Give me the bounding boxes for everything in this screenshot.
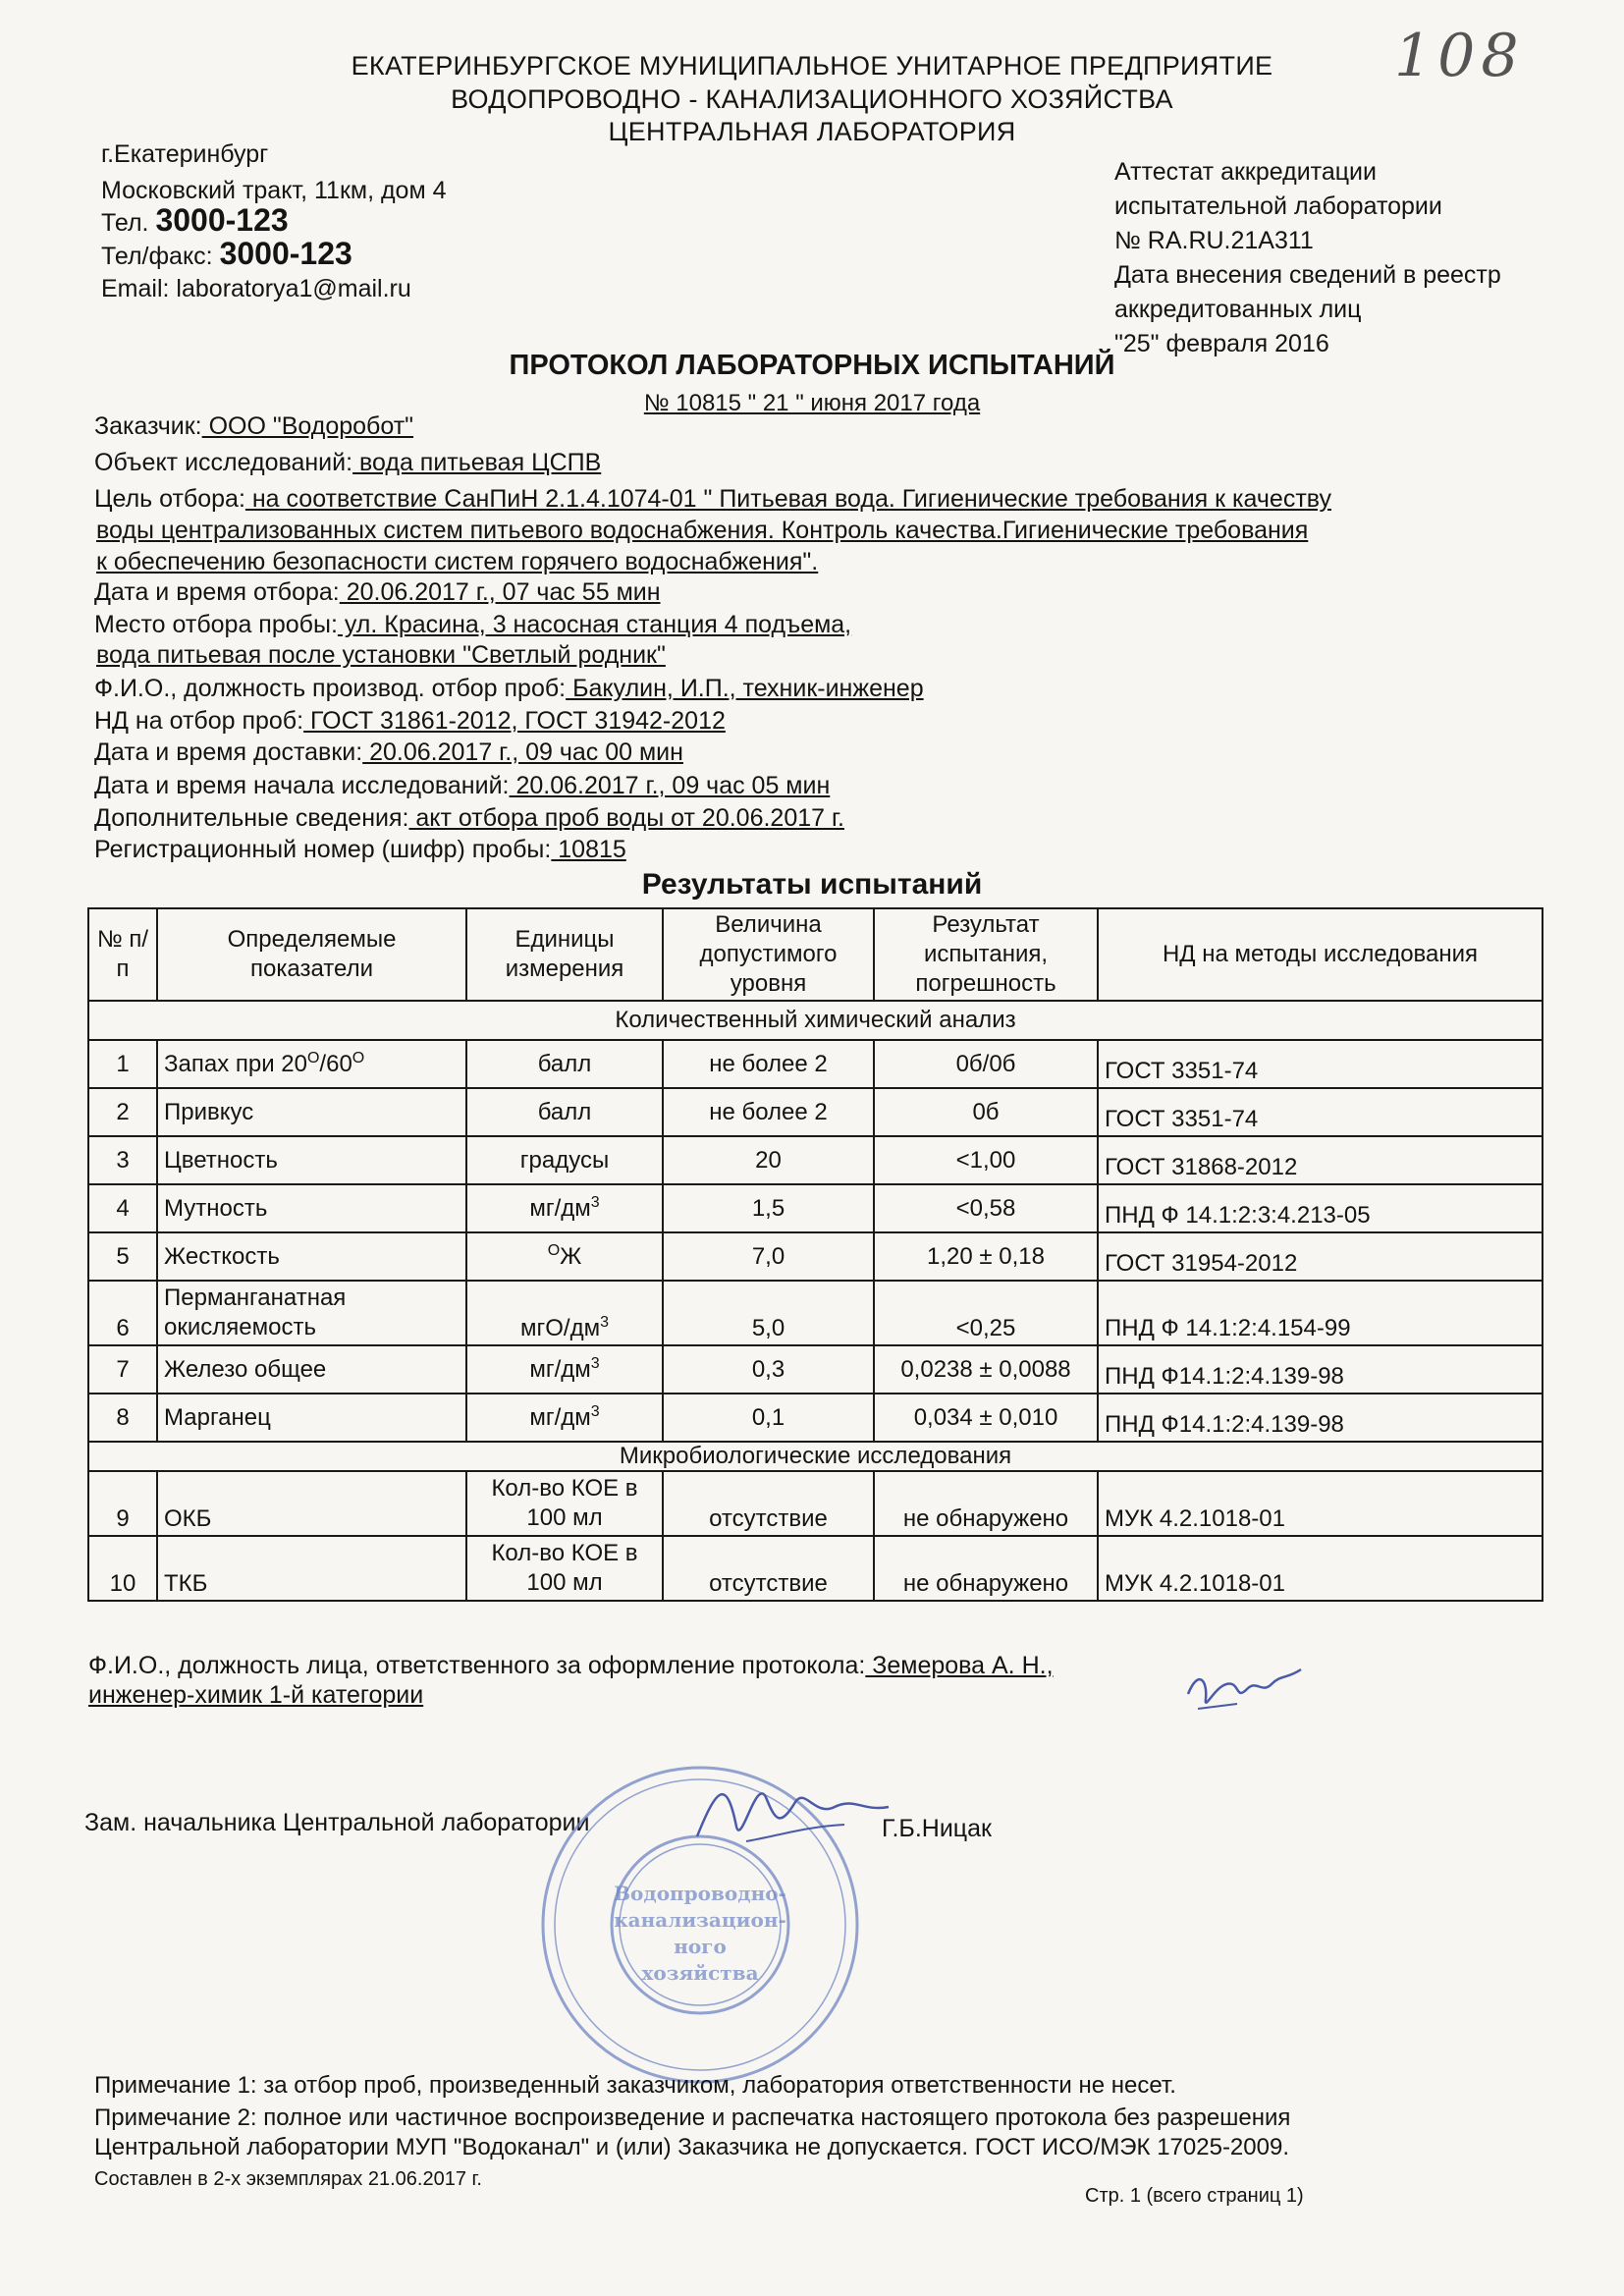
unit-sup: 3 [600,1314,609,1331]
responsible-signature [1178,1660,1306,1719]
handwritten-page-number: 108 [1394,22,1525,90]
responsible-line [88,1652,1054,1680]
unit-sup: 3 [590,1403,600,1420]
approval-name: Г.Б.Ницак [882,1815,992,1842]
section-chem: Количественный химический анализ [88,1001,1543,1040]
address-phone [101,202,289,239]
row-param: Привкус [157,1088,466,1136]
row-unit: балл [466,1040,663,1088]
extra-label: Дополнительные сведения: [94,804,409,832]
unit-sup: 3 [590,1355,600,1372]
field-extra [94,804,844,833]
object-label: Объект исследований: [94,449,353,476]
table-row [88,1232,1543,1281]
row-num: 6 [88,1281,157,1345]
unit-text: мг/дм [529,1404,591,1431]
header-result: Результат испытания, погрешность [874,908,1098,1001]
param-sup: О [306,1050,320,1066]
row-unit [466,1394,663,1442]
row-limit: отсутствие [663,1536,874,1601]
note-2-line1: Примечание 2: полное или частичное воспроизведение и распечатка настоящего протокола без разрешения [94,2105,1291,2131]
table-row [88,1281,1543,1345]
accreditation-line3: № RA.RU.21A311 [1114,227,1314,254]
row-result: 0,034 ± 0,010 [874,1394,1098,1442]
address-email [101,275,411,303]
table-row [88,1088,1543,1136]
row-num: 1 [88,1040,157,1088]
unit-text-1: Кол-во КОЕ в [491,1475,638,1502]
fax-number: 3000-123 [219,236,352,271]
header-unit: Единицы измерения [466,908,663,1001]
row-limit: 0,3 [663,1345,874,1394]
table-row [88,1394,1543,1442]
row-method: МУК 4.2.1018-01 [1098,1536,1543,1601]
row-num: 2 [88,1088,157,1136]
stamp-text-1: Водопроводно- [614,1882,786,1905]
person-label: Ф.И.О., должность производ. отбор проб: [94,675,567,702]
accreditation-line1: Аттестат аккредитации [1114,158,1377,186]
reg-label: Регистрационный номер (шифр) пробы: [94,836,552,863]
unit-sup: 3 [590,1194,600,1211]
purpose-label: Цель отбора: [94,485,245,513]
fax-label: Тел/факс: [101,243,213,270]
row-limit: 7,0 [663,1232,874,1281]
address-fax [101,236,352,272]
header-param: Определяемые показатели [157,908,466,1001]
start-label: Дата и время начала исследований: [94,772,510,799]
delivery-value: 20.06.2017 г., 09 час 00 мин [362,738,683,766]
object-value: вода питьевая ЦСПВ [352,449,602,476]
param-text-1: Перманганатная [164,1285,347,1311]
accreditation-line4: Дата внесения сведений в реестр [1114,261,1501,289]
row-num: 5 [88,1232,157,1281]
stamp-text-4: хозяйства [641,1961,759,1985]
copies-note: Составлен в 2-х экземплярах 21.06.2017 г. [94,2168,482,2190]
row-num: 8 [88,1394,157,1442]
protocol-title: ПРОТОКОЛ ЛАБОРАТОРНЫХ ИСПЫТАНИЙ [509,350,1115,381]
address-city: г.Екатеринбург [101,140,269,168]
param-sup: О [352,1050,365,1066]
row-method: ПНД Ф14.1:2:4.139-98 [1098,1345,1543,1394]
field-person [94,675,924,703]
row-method: ГОСТ 3351-74 [1098,1088,1543,1136]
responsible-label: Ф.И.О., должность лица, ответственного за оформление протокола: [88,1652,866,1679]
purpose-value-2: воды централизованных систем питьевого водоснабжения. Контроль качества.Гигиенические требования [96,517,1309,544]
stamp-text-2: канализацион- [614,1908,786,1932]
place-label: Место отбора пробы: [94,611,338,638]
field-object [94,449,601,477]
approval-label: Зам. начальника Центральной лаборатории [84,1809,590,1836]
row-limit: не более 2 [663,1088,874,1136]
header-limit: Величина допустимого уровня [663,908,874,1001]
approval-signature [687,1768,893,1866]
purpose-value-3: к обеспечению безопасности систем горячего водоснабжения". [96,548,819,575]
unit-text: мг/дм [529,1356,591,1383]
row-unit [466,1184,663,1232]
table-row [88,1040,1543,1088]
results-title: Результаты испытаний [641,868,983,901]
row-result: 0б/0б [874,1040,1098,1088]
param-text: Запах при 20 [164,1051,307,1077]
row-limit: отсутствие [663,1471,874,1536]
results-table [87,907,1543,1602]
row-result: 0,0238 ± 0,0088 [874,1345,1098,1394]
row-unit [466,1345,663,1394]
address-street: Московский тракт, 11км, дом 4 [101,177,447,204]
param-text-mid: /60 [319,1051,352,1077]
phone-label: Тел. [101,209,149,237]
results-header-row [88,908,1543,1001]
phone-number: 3000-123 [155,202,289,238]
row-num: 7 [88,1345,157,1394]
row-method: ПНД Ф14.1:2:4.139-98 [1098,1394,1543,1442]
row-param [157,1281,466,1345]
row-result: не обнаружено [874,1536,1098,1601]
row-result: 0б [874,1088,1098,1136]
customer-value: ООО "Водоробот" [201,412,414,440]
extra-value: акт отбора проб воды от 20.06.2017 г. [408,804,844,832]
unit-text-2: 100 мл [526,1569,603,1596]
row-limit: 1,5 [663,1184,874,1232]
responsible-position: инженер-химик 1-й категории [88,1681,424,1709]
row-unit: балл [466,1088,663,1136]
row-method: МУК 4.2.1018-01 [1098,1471,1543,1536]
sampling-label: Дата и время отбора: [94,578,340,606]
row-result: <0,58 [874,1184,1098,1232]
customer-label: Заказчик: [94,412,202,440]
field-customer [94,412,413,441]
table-row [88,1136,1543,1184]
row-param: Железо общее [157,1345,466,1394]
protocol-number-text: № 10815 " 21 " июня 2017 года [643,390,981,416]
row-param: Марганец [157,1394,466,1442]
param-text-2: окисляемость [164,1314,316,1340]
org-name-line2: ВОДОПРОВОДНО - КАНАЛИЗАЦИОННОГО ХОЗЯЙСТВА [451,84,1173,114]
row-param [157,1040,466,1088]
row-unit [466,1471,663,1536]
row-method: ГОСТ 3351-74 [1098,1040,1543,1088]
row-result: 1,20 ± 0,18 [874,1232,1098,1281]
field-delivery [94,738,683,767]
row-method: ПНД Ф 14.1:2:4.154-99 [1098,1281,1543,1345]
start-value: 20.06.2017 г., 09 час 05 мин [509,772,831,799]
org-name-line3: ЦЕНТРАЛЬНАЯ ЛАБОРАТОРИЯ [608,117,1016,146]
row-method: ГОСТ 31954-2012 [1098,1232,1543,1281]
delivery-label: Дата и время доставки: [94,738,363,766]
nd-value: ГОСТ 31861-2012, ГОСТ 31942-2012 [303,707,726,735]
nd-label: НД на отбор проб: [94,707,304,735]
field-start [94,772,830,800]
table-row [88,1345,1543,1394]
person-value: Бакулин, И.П., техник-инженер [566,675,924,702]
table-row [88,1471,1543,1536]
row-unit [466,1536,663,1601]
responsible-name: Земерова А. Н., [865,1652,1054,1679]
unit-text: Ж [560,1243,582,1270]
accreditation-line5: аккредитованных лиц [1114,296,1362,323]
row-param: ТКБ [157,1536,466,1601]
field-reg [94,836,626,864]
row-num: 3 [88,1136,157,1184]
accreditation-block [1114,155,1501,361]
table-row [88,1184,1543,1232]
row-param: Цветность [157,1136,466,1184]
row-result: <1,00 [874,1136,1098,1184]
unit-text-2: 100 мл [526,1504,603,1531]
row-limit: не более 2 [663,1040,874,1088]
row-limit: 0,1 [663,1394,874,1442]
row-unit: градусы [466,1136,663,1184]
place-value-2: вода питьевая после установки "Светлый родник" [96,641,666,669]
row-method: ГОСТ 31868-2012 [1098,1136,1543,1184]
unit-text: мгО/дм [520,1315,601,1341]
row-limit: 5,0 [663,1281,874,1345]
unit-sup: О [547,1242,561,1259]
row-num: 10 [88,1536,157,1601]
row-unit [466,1281,663,1345]
table-row [88,1536,1543,1601]
row-limit: 20 [663,1136,874,1184]
row-param: Мутность [157,1184,466,1232]
email-value: laboratorya1@mail.ru [176,275,411,302]
section-row-micro [88,1442,1543,1471]
sampling-value: 20.06.2017 г., 07 час 55 мин [339,578,661,606]
page-counter: Стр. 1 (всего страниц 1) [1085,2185,1304,2207]
stamp-text-3: ного [674,1935,727,1958]
field-sampling-time [94,578,661,607]
row-unit [466,1232,663,1281]
field-purpose [94,485,1331,514]
note-1: Примечание 1: за отбор проб, произведенный заказчиком, лаборатория ответственности не несет. [94,2072,1176,2099]
row-num: 9 [88,1471,157,1536]
row-num: 4 [88,1184,157,1232]
header-num: № п/п [88,908,157,1001]
purpose-value-1: на соответствие СанПиН 2.1.4.1074-01 " Питьевая вода. Гигиенические требования к качеству [244,485,1331,513]
row-result: не обнаружено [874,1471,1098,1536]
section-micro: Микробиологические исследования [88,1442,1543,1471]
field-nd [94,707,726,736]
email-label: Email: [101,275,170,302]
section-row-chem [88,1001,1543,1040]
accreditation-line2: испытательной лаборатории [1114,192,1442,220]
row-param: Жесткость [157,1232,466,1281]
header-method: НД на методы исследования [1098,908,1543,1001]
row-method: ПНД Ф 14.1:2:3:4.213-05 [1098,1184,1543,1232]
reg-value: 10815 [551,836,626,863]
place-value-1: ул. Красина, 3 насосная станция 4 подъема, [337,611,852,638]
org-name-line1: ЕКАТЕРИНБУРГСКОЕ МУНИЦИПАЛЬНОЕ УНИТАРНОЕ ПРЕДПРИЯТИЕ [351,51,1273,81]
unit-text: мг/дм [529,1195,591,1222]
row-param: ОКБ [157,1471,466,1536]
field-place [94,611,851,639]
row-result: <0,25 [874,1281,1098,1345]
note-2-line2: Центральной лаборатории МУП "Водоканал" и (или) Заказчика не допускается. ГОСТ ИСО/МЭК 17025-2009. [94,2134,1289,2160]
accreditation-line6: "25" февраля 2016 [1114,330,1329,357]
unit-text-1: Кол-во КОЕ в [491,1540,638,1566]
